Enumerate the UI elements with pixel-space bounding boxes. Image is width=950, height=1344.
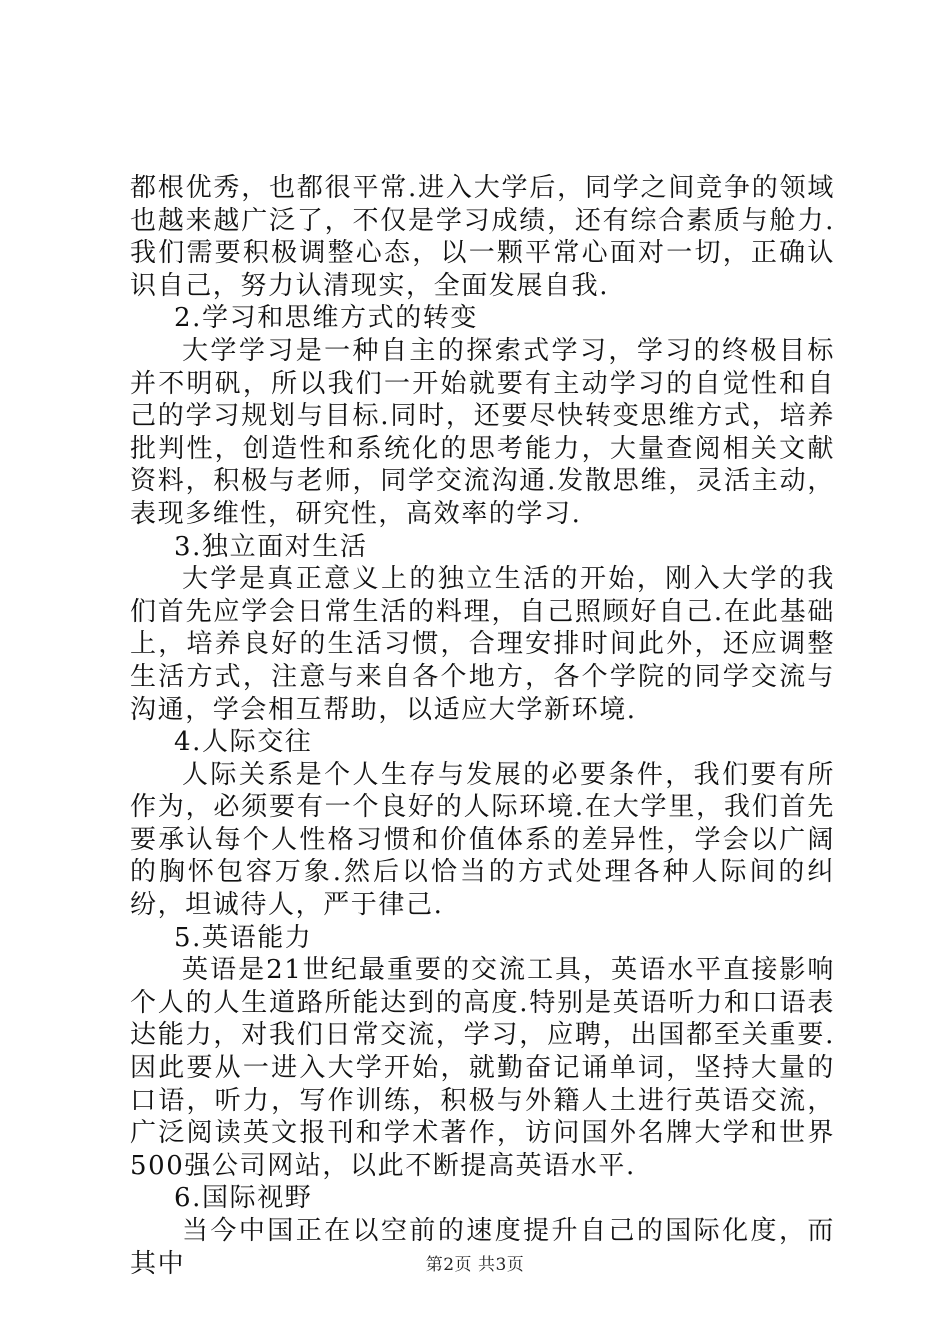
- section-heading-6: 6.国际视野: [174, 1183, 313, 1214]
- paragraph-english: 英语是21世纪最重要的交流工具，英语水平直接影响个人的人生道路所能达到的高度.特别是英语听力和口语表达能力，对我们日常交流，学习，应聘，出国都至关重要.因此要从一进入大学开始，就勤奋记诵单词，坚持大量的口语，听力，写作训练，积极与外籍人土进行英语交流，广泛阅读英文报刊和学术著作，访问国外名牌大学和世界500强公司网站，以此不断提高英语水平.: [130, 955, 835, 1181]
- section-heading-5: 5.英语能力: [174, 922, 313, 953]
- paragraph-life: 大学是真正意义上的独立生活的开始，刚入大学的我们首先应学会日常生活的料理，自己照顾好自己.在此基础上，培养良好的生活习惯，合理安排时间此外，还应调整生活方式，注意与来自各个地方，各个学院的同学交流与沟通，学会相互帮助，以适应大学新环境.: [130, 564, 835, 725]
- document-body: [130, 172, 835, 1280]
- paragraph-continuation: 都根优秀，也都很平常.进入大学后，同学之间竞争的领域也越来越广泛了，不仅是学习成绩，还有综合素质与舱力.我们需要积极调整心态，以一颗平常心面对一切，正确认识自己，努力认清现实，全面发展自我.: [130, 173, 835, 301]
- page-footer: 第2页 共3页: [425, 1255, 525, 1275]
- paragraph-relations: 人际关系是个人生存与发展的必要条件，我们要有所作为，必须要有一个良好的人际环境.在大学里，我们首先要承认每个人性格习惯和价值体系的差异性，学会以广阔的胸怀包容万象.然后以恰当的方式处理各种人际间的纠纷，坦诚待人，严于律己.: [130, 759, 835, 921]
- section-heading-3: 3.独立面对生活: [174, 531, 368, 562]
- section-heading-2: 2.学习和思维方式的转变: [174, 303, 479, 334]
- section-heading-4: 4.人际交往: [174, 727, 313, 758]
- paragraph-learning: 大学学习是一种自主的探索式学习，学习的终极目标并不明矾，所以我们一开始就要有主动学习的自觉性和自己的学习规划与目标.同时，还要尽快转变思维方式，培养批判性，创造性和系统化的思考能力，大量查阅相关文献资料，积极与老师，同学交流沟通.发散思维，灵活主动，表现多维性，研究性，高效率的学习.: [130, 335, 835, 529]
- paragraph-international: 当今中国正在以空前的速度提升自己的国际化度，而其中: [130, 1216, 835, 1279]
